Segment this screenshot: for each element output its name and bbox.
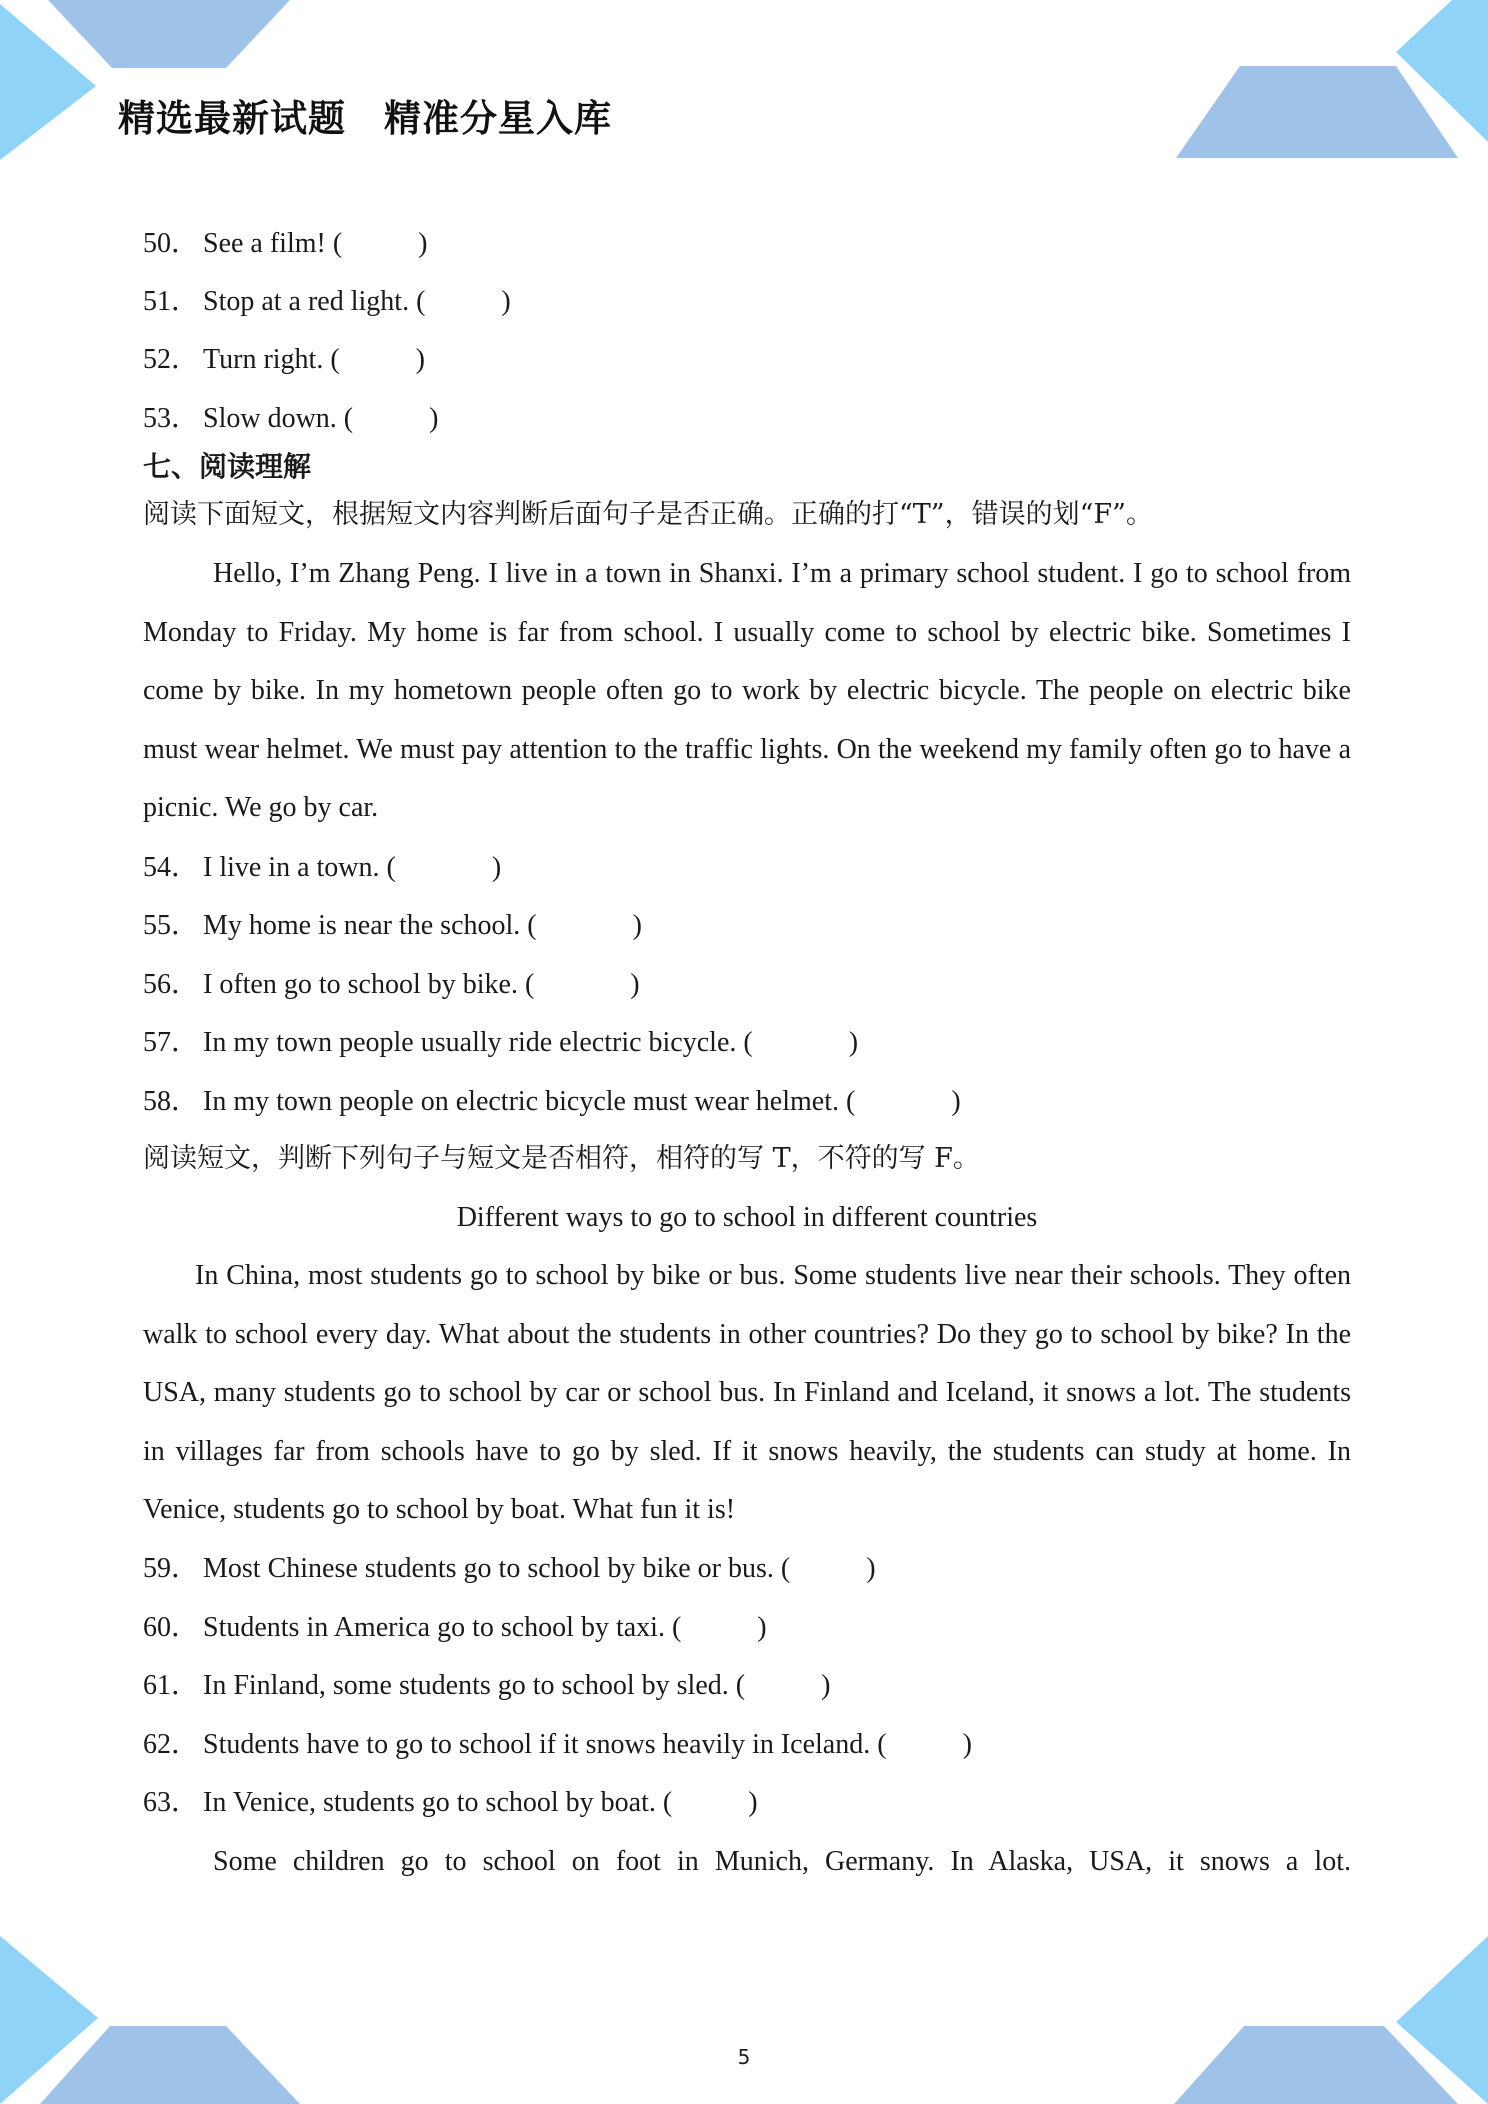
top-right-triangle bbox=[1396, 0, 1488, 142]
question-text: I live in a town. ( bbox=[203, 852, 396, 883]
question-number: 54． bbox=[143, 852, 200, 883]
question-62 bbox=[143, 1727, 972, 1763]
question-58 bbox=[143, 1084, 961, 1120]
page-number: 5 bbox=[737, 2045, 751, 2069]
question-text: Most Chinese students go to school by bike or bus. ( bbox=[203, 1553, 791, 1584]
bottom-left-triangle bbox=[0, 1936, 98, 2104]
question-text: I often go to school by bike. ( bbox=[203, 969, 535, 1000]
question-number: 62． bbox=[143, 1729, 200, 1760]
question-close: ) bbox=[951, 1086, 961, 1117]
question-60 bbox=[143, 1610, 767, 1646]
question-close: ) bbox=[821, 1670, 831, 1701]
question-close: ) bbox=[630, 969, 640, 1000]
question-text: In Finland, some students go to school by sled. ( bbox=[203, 1670, 746, 1701]
top-left-trapezoid bbox=[48, 0, 290, 68]
question-number: 52． bbox=[143, 344, 200, 375]
instruction-1: 阅读下面短文，根据短文内容判断后面句子是否正确。正确的打“T”，错误的划“F”。 bbox=[143, 499, 1153, 530]
question-close: ) bbox=[866, 1553, 876, 1584]
question-text: In my town people usually ride electric bicycle. ( bbox=[203, 1027, 753, 1058]
question-close: ) bbox=[632, 910, 642, 941]
question-close: ) bbox=[962, 1729, 972, 1760]
question-number: 57． bbox=[143, 1027, 200, 1058]
top-left-triangle bbox=[0, 4, 96, 160]
passage-2-title: Different ways to go to school in different countries bbox=[456, 1202, 1038, 1233]
question-52 bbox=[143, 342, 425, 378]
question-text: In my town people on electric bicycle must wear helmet. ( bbox=[203, 1086, 856, 1117]
question-number: 58． bbox=[143, 1086, 200, 1117]
question-number: 53． bbox=[143, 403, 200, 434]
question-text: My home is near the school. ( bbox=[203, 910, 537, 941]
question-close: ) bbox=[757, 1612, 767, 1643]
passage-1: Hello, I’m Zhang Peng. I live in a town in Shanxi. I’m a primary school student. I go to school from Monday to Friday. My home is far from school. I usually come to school by electric bike. Sometimes I come by bike. In my hometown people often go to work by electric bicycle. The people on electric bike must wear helmet. We must pay attention to the traffic lights. On the weekend my family often go to have a picnic. We go by car. bbox=[143, 558, 1351, 823]
question-number: 50． bbox=[143, 228, 200, 259]
question-53 bbox=[143, 401, 438, 437]
question-number: 61． bbox=[143, 1670, 200, 1701]
question-63 bbox=[143, 1785, 758, 1821]
question-close: ) bbox=[848, 1027, 859, 1058]
question-50 bbox=[143, 226, 428, 262]
question-text: Turn right. ( bbox=[203, 344, 340, 375]
question-55 bbox=[143, 908, 642, 944]
question-close: ) bbox=[429, 403, 439, 434]
passage-2: In China, most students go to school by bike or bus. Some students live near their schools. They often walk to school every day. What about the students in other countries? Do they go to school by bike? In the USA, many students go to school by car or school bus. In Finland and Iceland, it snows a lot. The students in villages far from schools have to go by sled. If it snows heavily, the students can study at home. In Venice, students go to school by boat. What fun it is! bbox=[143, 1260, 1351, 1525]
question-number: 56． bbox=[143, 969, 200, 1000]
question-51 bbox=[143, 284, 511, 320]
question-number: 59． bbox=[143, 1553, 200, 1584]
section-heading-reading: 七、阅读理解 bbox=[143, 450, 312, 483]
question-61 bbox=[143, 1668, 830, 1704]
question-57 bbox=[143, 1025, 858, 1061]
question-close: ) bbox=[418, 228, 428, 259]
question-text: In Venice, students go to school by boat. ( bbox=[203, 1787, 673, 1818]
question-text: Students in America go to school by taxi. ( bbox=[203, 1612, 682, 1643]
question-text: Students have to go to school if it snows heavily in Iceland. ( bbox=[203, 1729, 887, 1760]
question-close: ) bbox=[501, 286, 511, 317]
question-number: 55． bbox=[143, 910, 200, 941]
question-close: ) bbox=[491, 852, 502, 883]
question-54 bbox=[143, 850, 501, 886]
question-text: See a film! ( bbox=[203, 228, 343, 259]
question-number: 60． bbox=[143, 1612, 200, 1643]
question-56 bbox=[143, 967, 640, 1003]
question-number: 51． bbox=[143, 286, 200, 317]
bottom-right-triangle bbox=[1396, 1936, 1488, 2104]
question-close: ) bbox=[415, 344, 425, 375]
passage-3-start: Some children go to school on foot in Munich, Germany. In Alaska, USA, it snows a lot. bbox=[213, 1846, 1351, 1877]
question-59 bbox=[143, 1551, 876, 1587]
header-title: 精选最新试题 精准分星入库 bbox=[118, 97, 612, 140]
instruction-2: 阅读短文，判断下列句子与短文是否相符，相符的写 T，不符的写 F。 bbox=[143, 1143, 980, 1174]
question-close: ) bbox=[748, 1787, 758, 1818]
question-text: Slow down. ( bbox=[203, 403, 354, 434]
top-right-trapezoid bbox=[1176, 66, 1458, 158]
question-text: Stop at a red light. ( bbox=[203, 286, 426, 317]
question-number: 63． bbox=[143, 1787, 200, 1818]
